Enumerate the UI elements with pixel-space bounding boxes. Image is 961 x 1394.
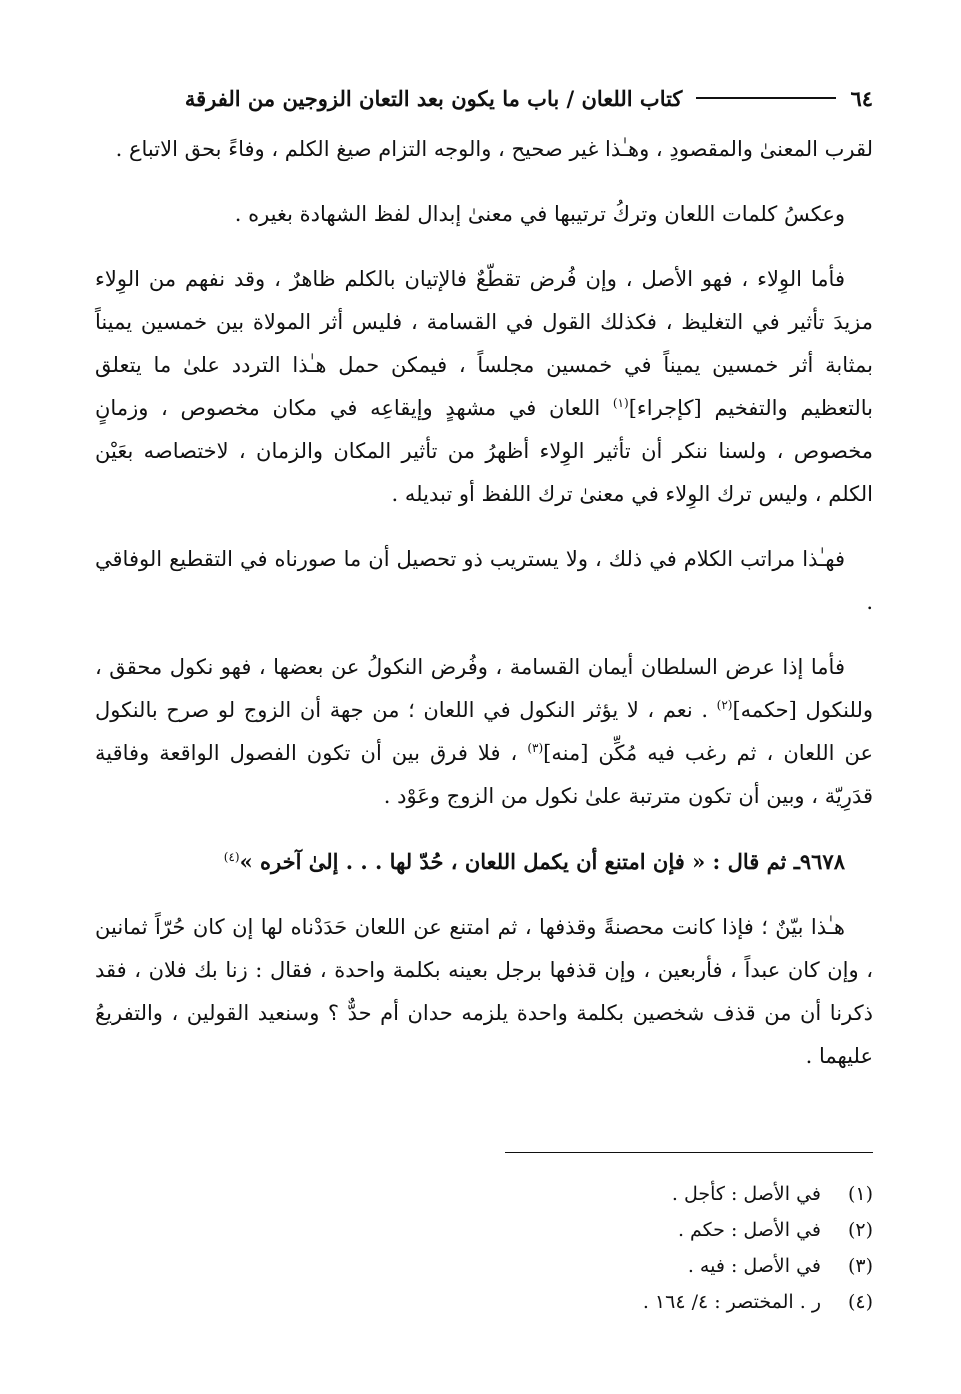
paragraph-text: فهـٰذا مراتب الكلام في ذلك ، ولا يستريب ذو تحصيل أن ما صورناه في التقطيع الوفاقي . xyxy=(95,547,873,614)
paragraph-text: وعكسُ كلمات اللعان وتركُ ترتيبها في معنىٰ إبدال لفظ الشهادة بغيره . xyxy=(234,202,845,226)
footnotes xyxy=(95,1176,873,1320)
paragraph-text: فأما الوِلاء ، فهو الأصل ، وإن فُرض تقطّعٌ فالإتيان بالكلم ظاهرٌ ، وقد نفهم من الوِلاء مزيدَ تأثير في التغليظ ، فكذلك القول في القسامة ، فليس أثر المولاة بين خمسين يميناً بمثابة أثر خمسين يميناً في خمسين مجلساً ، فيمكن حمل هـٰذا التردد علىٰ ما يتعلق بالتعظيم والتفخيم [كإجراء] xyxy=(95,267,873,420)
paragraph-text: ، فلا فرق بين أن تكون الفصول الواقعة وفاقية قدَرِيّة ، وبين أن تكون مترتبة علىٰ نكول من الزوج وعَوْد . xyxy=(95,741,873,808)
footnote-ref[interactable]: (٢) xyxy=(716,698,733,712)
heading-text: ٩٦٧٨ـ ثم قال : « فإن امتنع أن يكمل اللعان ، حُدّ لها . . . إلىٰ آخره » xyxy=(239,849,845,874)
paragraph xyxy=(95,646,873,818)
page-number: ٦٤ xyxy=(850,85,873,111)
footnote-number: (٤) xyxy=(847,1291,873,1313)
footnote-text: ر . المختصر : ٤/ ١٦٤ . xyxy=(642,1291,821,1313)
footnote xyxy=(95,1248,873,1284)
paragraph-text: لقرب المعنىٰ والمقصودِ ، وهـٰذا غير صحيح ، والوجه التزام صيغ الكلم ، وفاءً بحق الاتباع . xyxy=(115,137,873,161)
header-rule xyxy=(696,97,836,99)
section-heading xyxy=(95,840,873,884)
footnote-number: (٣) xyxy=(847,1255,873,1277)
main-text xyxy=(95,128,873,1100)
paragraph xyxy=(95,906,873,1078)
running-header xyxy=(95,78,873,118)
footnote-ref[interactable]: (١) xyxy=(612,396,629,410)
paragraph-text: فأما إذا عرض السلطان أيمان القسامة ، وفُرض النكولُ عن بعضها ، فهو نكول محقق ، وللنكول [حكمه] xyxy=(95,655,873,722)
footnote xyxy=(95,1176,873,1212)
footnote-divider xyxy=(505,1152,873,1153)
footnote-ref[interactable]: (٣) xyxy=(527,741,544,755)
footnote-number: (١) xyxy=(847,1183,873,1205)
paragraph xyxy=(95,258,873,516)
footnote-text: في الأصل : حكم . xyxy=(677,1219,821,1241)
paragraph-text: اللعان في مشهدٍ وإيقاعِه في مكان مخصوص ، وزمانٍ مخصوص ، ولسنا ننكر أن تأثير الوِلاء أظهرُ من تأثير المكان والزمان ، لاختصاصه بعَيْن الكلم ، وليس ترك الوِلاء في معنىٰ ترك اللفظ أو تبديله . xyxy=(95,396,873,506)
paragraph xyxy=(95,538,873,624)
footnote-number: (٢) xyxy=(847,1219,873,1241)
paragraph-text: هـٰذا بيّنٌ ؛ فإذا كانت محصنةً وقذفها ، ثم امتنع عن اللعان حَدَدْناه لها إن كان حُرّاً ثمانين ، وإن كان عبداً ، فأربعين ، وإن قذفها برجل بعينه بكلمة واحدة ، فقال : زنا بك فلان ، فقد ذكرنا أن من قذف شخصين بكلمة واحدة يلزمه حدان أم حدٌّ ؟ وسنعيد القولين ، والتفريعُ عليهما . xyxy=(95,915,873,1068)
paragraph xyxy=(95,193,873,236)
paragraph-text: . نعم ، لا يؤثر النكول في اللعان ؛ من جهة أن الزوج لو صرح بالنكول عن اللعان ، ثم رغب فيه مُكِّن [منه] xyxy=(95,698,873,765)
paragraph xyxy=(95,128,873,171)
running-title: كتاب اللعان / باب ما يكون بعد التعان الزوجين من الفرقة xyxy=(184,85,683,111)
footnote-ref[interactable]: (٤) xyxy=(223,850,240,864)
footnote xyxy=(95,1212,873,1248)
footnote-text: في الأصل : كأجل . xyxy=(671,1183,821,1205)
footnote xyxy=(95,1284,873,1320)
footnote-text: في الأصل : فيه . xyxy=(687,1255,821,1277)
